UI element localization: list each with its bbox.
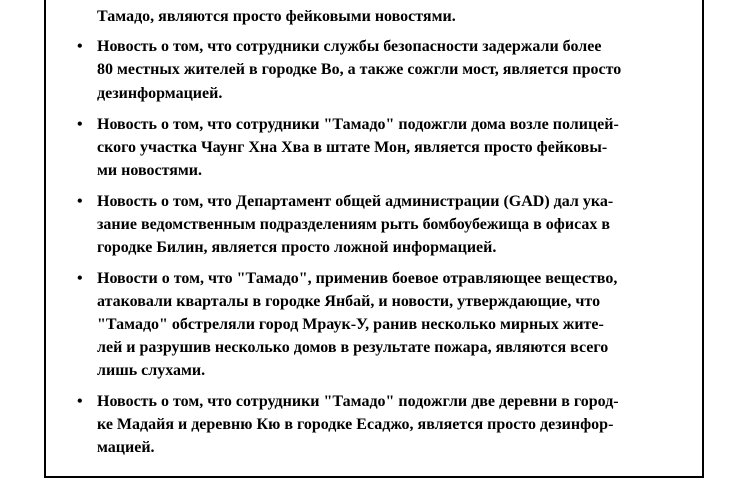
list-item-text-line: Тамадо, являются просто фейковыми новостями.: [97, 8, 456, 25]
list-item-text-line: 80 местных жителей в городке Во, а также сожгли мост, является просто: [97, 61, 622, 78]
list-item-text-line: лишь слухами.: [97, 362, 206, 379]
list-item-text-line: Новость о том, что Департамент общей администрации (GAD) дал ука-: [97, 193, 614, 210]
bullet-icon: •: [77, 38, 83, 55]
bullet-icon: •: [77, 193, 83, 210]
list-item-text-line: ского участка Чаунг Хна Хва в штате Мон, является просто фейковы-: [97, 139, 608, 156]
list-item-text-line: городке Билин, является просто ложной информацией.: [97, 239, 497, 256]
bullet-icon: •: [77, 270, 83, 287]
list-item-text-line: ми новостями.: [97, 162, 202, 179]
list-item-text-line: зание ведомственным подразделениям рыть бомбоубежища в офисах в: [97, 216, 611, 233]
list-item-text-line: ке Мадайя и деревню Кю в городке Есаджо, является просто дезинфор-: [97, 416, 614, 433]
list-item-text-line: мацией.: [97, 439, 155, 456]
list-item-text-line: атаковали кварталы в городке Янбай, и новости, утверждающие, что: [97, 293, 601, 310]
bullet-icon: •: [77, 116, 83, 133]
bullet-icon: •: [77, 393, 83, 410]
list-item-text-line: Новость о том, что сотрудники "Тамадо" подожгли две деревни в город-: [97, 393, 619, 410]
list-item-text-line: дезинформацией.: [97, 85, 223, 102]
list-item-text-line: лей и разрушив несколько домов в результате пожара, являются всего: [97, 339, 609, 356]
list-item-text-line: Новость о том, что сотрудники "Тамадо" подожгли дома возле полицей-: [97, 116, 619, 133]
list-item-text-line: "Тамадо" обстреляли город Мраук-У, ранив несколько мирных жите-: [97, 316, 604, 333]
list-item-text-line: Новость о том, что сотрудники службы безопасности задержали более: [97, 38, 602, 55]
list-item-text-line: Новости о том, что "Тамадо", применив боевое отравляющее вещество,: [97, 270, 618, 287]
